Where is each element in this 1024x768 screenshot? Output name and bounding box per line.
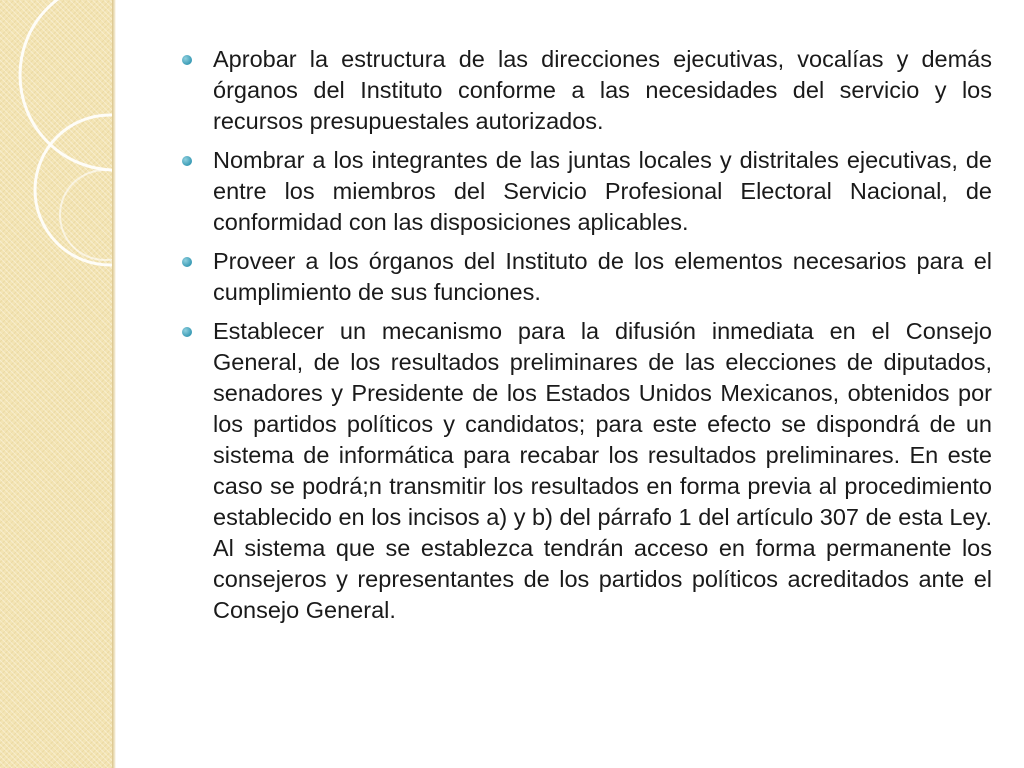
bullet-item	[182, 316, 992, 626]
bullet-item	[182, 44, 992, 137]
bullet-dot-icon	[182, 327, 192, 337]
ring-top	[20, 0, 112, 170]
bullet-dot-icon	[182, 55, 192, 65]
ring-middle	[35, 115, 112, 265]
bullet-dot-icon	[182, 156, 192, 166]
bullet-text: Nombrar a los integrantes de las juntas locales y distritales ejecutivas, de entre los miembros del Servicio Profesional Electoral Nacional, de conformidad con las disposiciones aplicables.	[213, 147, 992, 235]
decorative-rings	[0, 0, 112, 768]
bullet-text: Aprobar la estructura de las direcciones ejecutivas, vocalías y demás órganos del Instituto conforme a las necesidades del servicio y los recursos presupuestales autorizados.	[213, 46, 992, 134]
bullet-item	[182, 246, 992, 308]
bullet-list	[182, 44, 992, 626]
bullet-text: Proveer a los órganos del Instituto de los elementos necesarios para el cumplimiento de sus funciones.	[213, 248, 992, 305]
slide-content	[182, 44, 992, 634]
sidebar-edge	[112, 0, 116, 768]
ring-inner	[60, 170, 112, 260]
bullet-dot-icon	[182, 257, 192, 267]
decorative-sidebar	[0, 0, 112, 768]
bullet-item	[182, 145, 992, 238]
bullet-text: Establecer un mecanismo para la difusión inmediata en el Consejo General, de los resultados preliminares de las elecciones de diputados, senadores y Presidente de los Estados Unidos Mexicanos, obtenidos por los partidos políticos y candidatos; para este efecto se dispondrá de un sistema de informática para recabar los resultados preliminares. En este caso se podrá;n transmitir los resultados en forma previa al procedimiento establecido en los incisos a) y b) del párrafo 1 del artículo 307 de esta Ley. Al sistema que se establezca tendrán acceso en forma permanente los consejeros y representantes de los partidos políticos acreditados ante el Consejo General.	[213, 318, 992, 623]
